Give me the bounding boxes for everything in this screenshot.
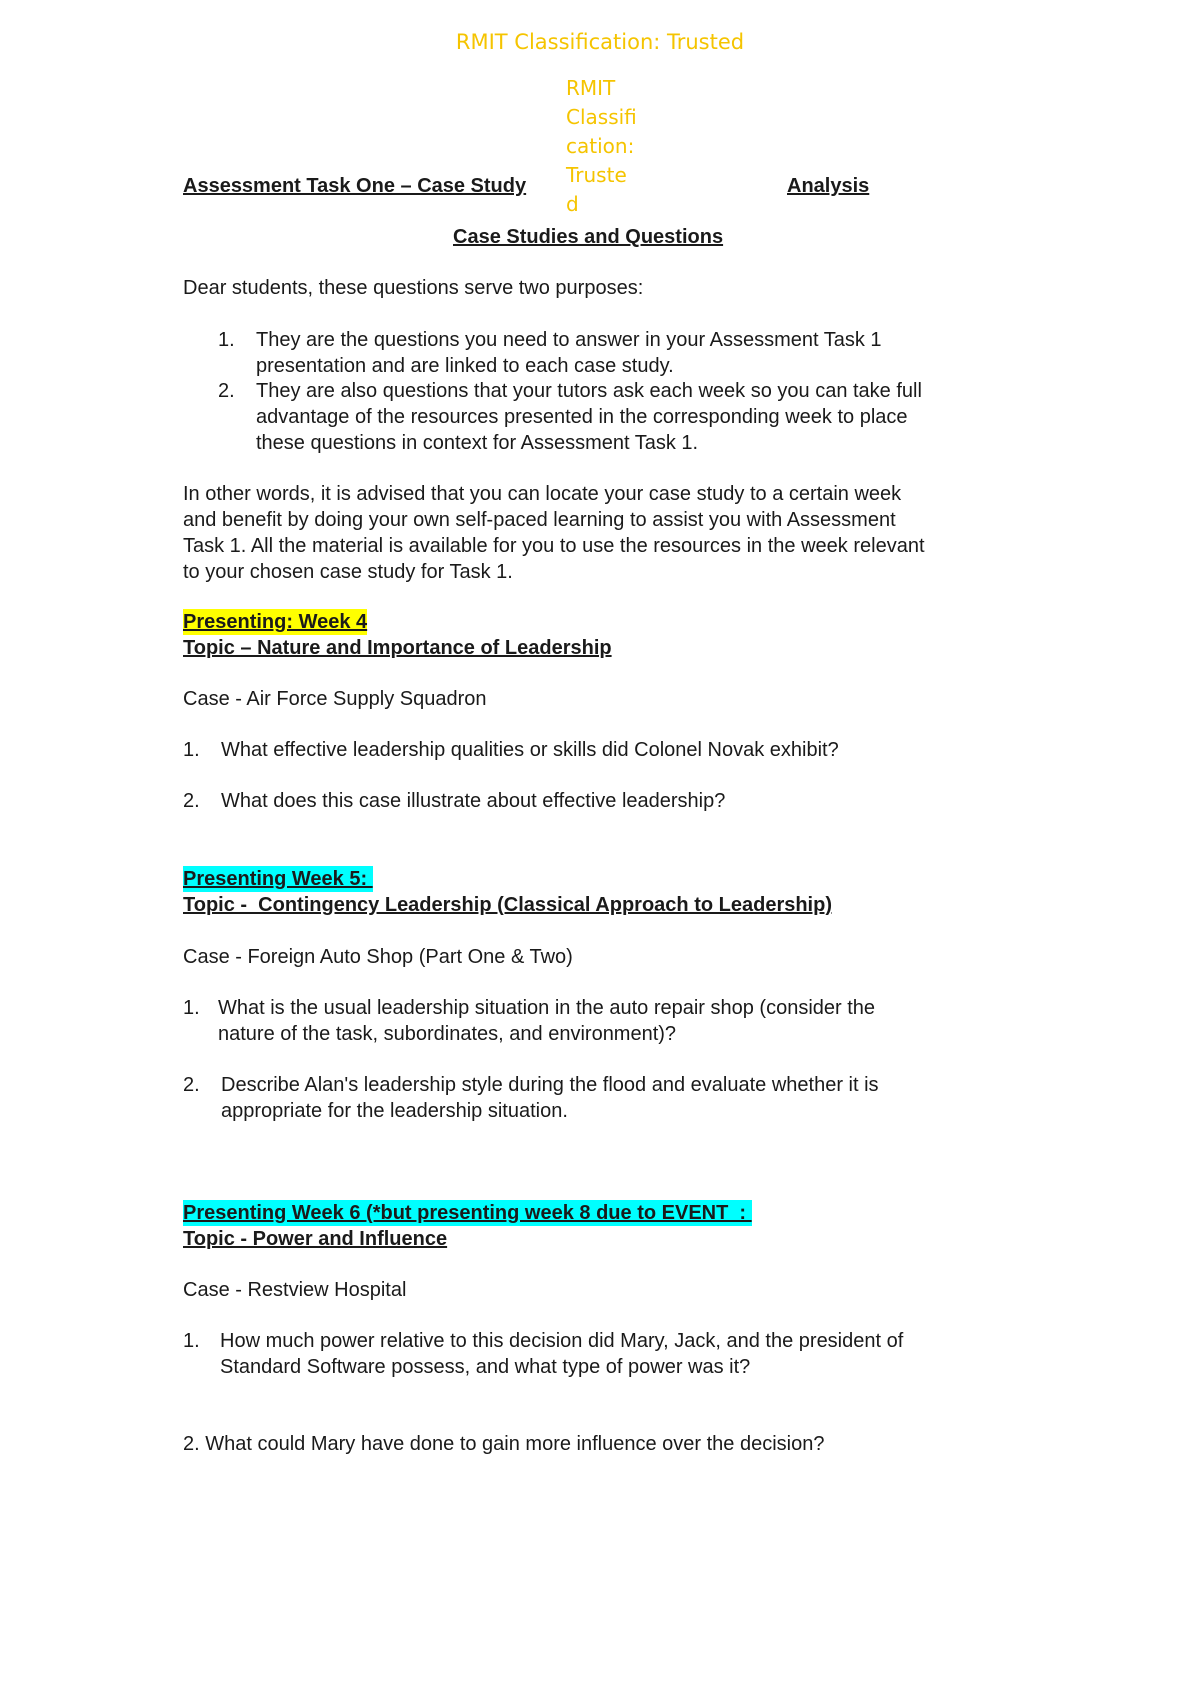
list-number: 2. — [218, 380, 235, 402]
section-heading: Presenting Week 5: — [183, 868, 373, 890]
advice-line: and benefit by doing your own self-paced learning to assist you with Assessment — [183, 509, 896, 531]
question-line: What is the usual leadership situation in the auto repair shop (consider the — [218, 997, 876, 1019]
list-number: 1. — [183, 997, 200, 1019]
classification-side-line: Classifi — [566, 105, 637, 129]
section-case: Case - Air Force Supply Squadron — [183, 688, 487, 710]
section-case: Case - Restview Hospital — [183, 1279, 407, 1301]
classification-side-label — [566, 74, 636, 219]
title-right: Analysis — [787, 175, 870, 197]
classification-side-line: d — [566, 192, 579, 216]
advice-line: In other words, it is advised that you can locate your case study to a certain week — [183, 483, 902, 505]
section-topic: Topic - Contingency Leadership (Classical Approach to Leadership) — [183, 894, 832, 916]
question-line: appropriate for the leadership situation. — [221, 1100, 568, 1122]
purpose-line: They are also questions that your tutors ask each week so you can take full — [256, 380, 922, 402]
question-line: nature of the task, subordinates, and environment)? — [218, 1023, 677, 1045]
title-left: Assessment Task One – Case Study — [183, 175, 527, 197]
question-text: What does this case illustrate about effective leadership? — [221, 790, 726, 812]
question-line: Standard Software possess, and what type of power was it? — [220, 1356, 751, 1378]
purpose-line: advantage of the resources presented in the corresponding week to place — [256, 406, 908, 428]
classification-side-line: Truste — [566, 163, 627, 187]
question-text: 2. What could Mary have done to gain more influence over the decision? — [183, 1433, 825, 1455]
section-heading: Presenting Week 6 (*but presenting week 8 due to EVENT_: — [183, 1202, 752, 1224]
section-case: Case - Foreign Auto Shop (Part One & Two) — [183, 946, 573, 968]
question-item — [183, 1328, 1063, 1380]
question-line: How much power relative to this decision did Mary, Jack, and the president of — [220, 1330, 904, 1352]
section-heading: Presenting: Week 4 — [183, 611, 368, 633]
list-number: 1. — [218, 329, 235, 351]
list-number: 1. — [183, 1330, 200, 1352]
subtitle: Case Studies and Questions — [453, 226, 724, 248]
question-item — [183, 995, 1063, 1047]
purpose-line: presentation and are linked to each case study. — [256, 355, 674, 377]
classification-header: RMIT Classification: Trusted — [455, 30, 745, 54]
list-number: 2. — [183, 790, 200, 812]
section-topic: Topic – Nature and Importance of Leadership — [183, 637, 612, 659]
intro-text: Dear students, these questions serve two purposes: — [183, 277, 644, 299]
question-item — [183, 737, 1063, 763]
question-item — [183, 788, 1063, 814]
question-line: Describe Alan's leadership style during the flood and evaluate whether it is — [221, 1074, 879, 1096]
list-number: 1. — [183, 739, 200, 761]
purpose-item — [218, 327, 1018, 379]
section-topic: Topic - Power and Influence — [183, 1228, 448, 1250]
advice-paragraph — [183, 481, 1063, 585]
question-item — [183, 1072, 1063, 1124]
classification-side-line: RMIT — [566, 76, 616, 100]
classification-side-line: cation: — [566, 134, 635, 158]
purpose-line: these questions in context for Assessment Task 1. — [256, 432, 699, 454]
question-item — [183, 1431, 1063, 1457]
list-number: 2. — [183, 1074, 200, 1096]
advice-line: to your chosen case study for Task 1. — [183, 561, 513, 583]
purpose-line: They are the questions you need to answer in your Assessment Task 1 — [256, 329, 882, 351]
purpose-item — [218, 378, 1018, 456]
advice-line: Task 1. All the material is available for you to use the resources in the week relevant — [183, 535, 925, 557]
question-text: What effective leadership qualities or skills did Colonel Novak exhibit? — [221, 739, 839, 761]
